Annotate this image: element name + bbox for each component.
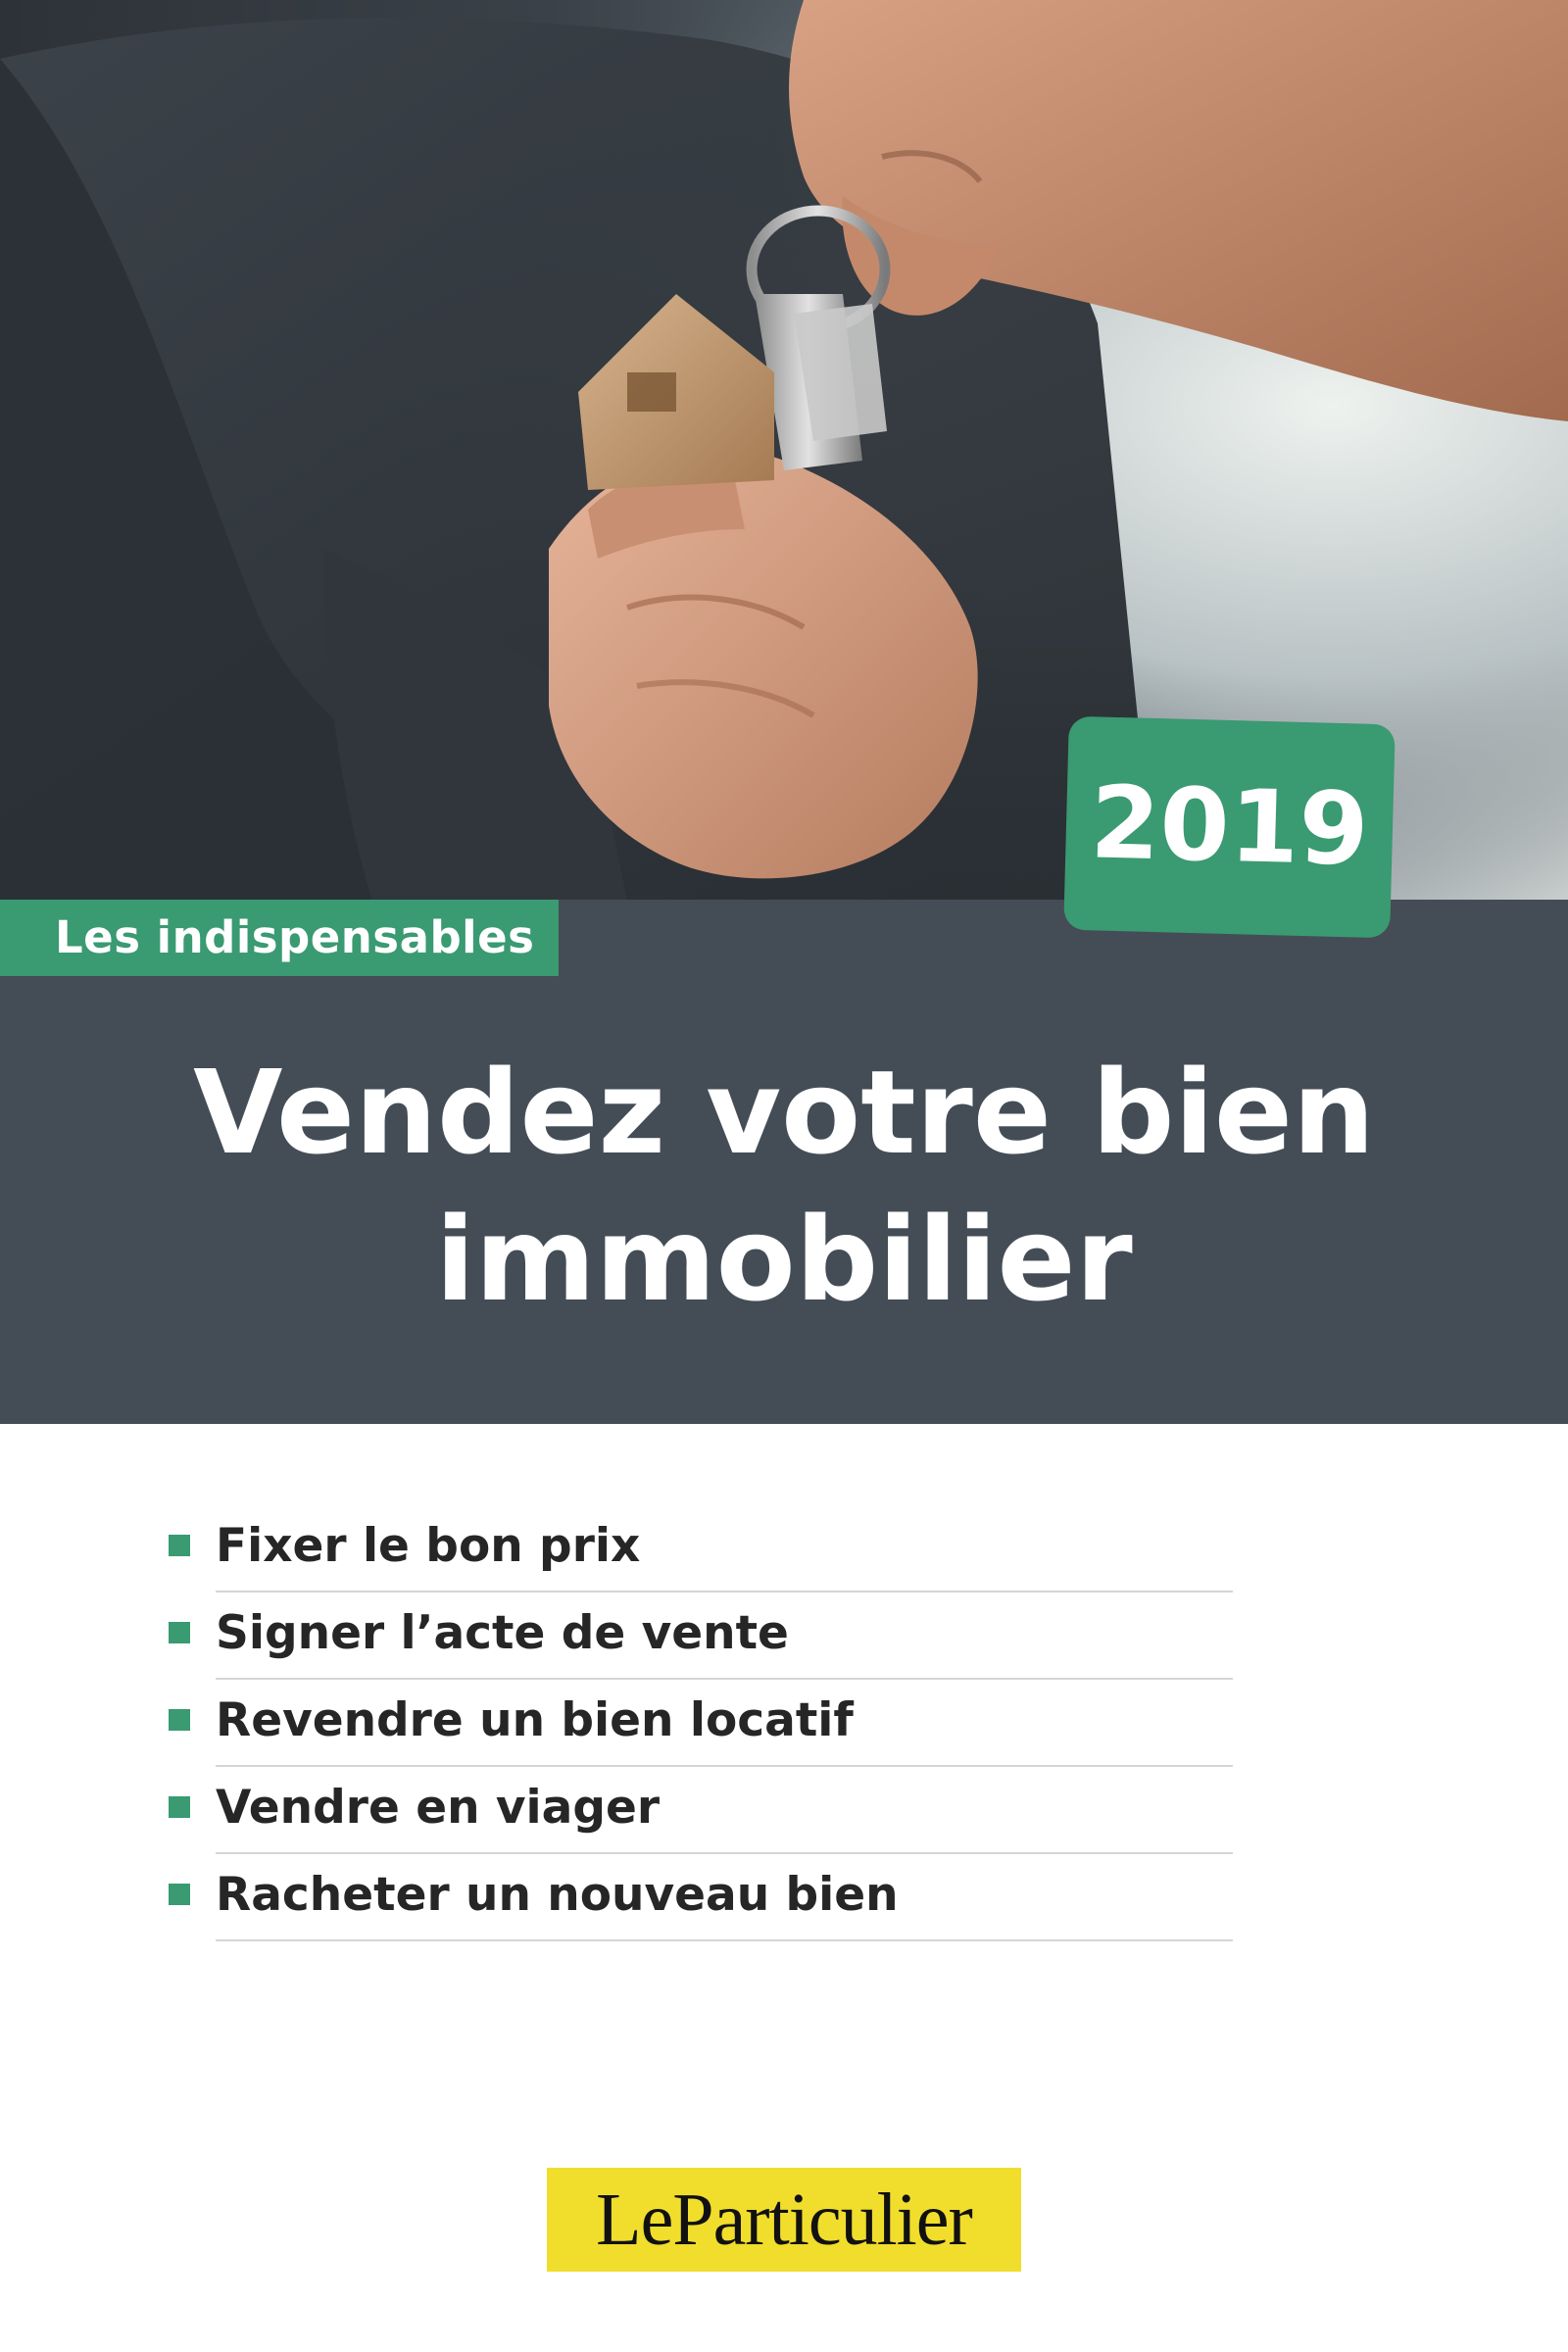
list-item bbox=[216, 1505, 1233, 1592]
topic-text: Signer l’acte de vente bbox=[216, 1606, 789, 1660]
book-title bbox=[0, 1039, 1568, 1333]
topics-list bbox=[169, 1505, 1233, 1941]
list-item bbox=[216, 1854, 1233, 1941]
list-item bbox=[216, 1767, 1233, 1854]
year-badge: 2019 bbox=[1063, 716, 1396, 939]
book-title-line-1: Vendez votre bien bbox=[193, 1045, 1375, 1180]
book-title-line-2: immobilier bbox=[435, 1192, 1133, 1327]
square-bullet-icon bbox=[169, 1796, 190, 1818]
list-item bbox=[216, 1592, 1233, 1680]
topic-text: Vendre en viager bbox=[216, 1781, 661, 1835]
square-bullet-icon bbox=[169, 1709, 190, 1731]
square-bullet-icon bbox=[169, 1622, 190, 1643]
topic-text: Racheter un nouveau bien bbox=[216, 1868, 899, 1922]
list-item bbox=[216, 1680, 1233, 1767]
square-bullet-icon bbox=[169, 1535, 190, 1556]
series-label: Les indispensables bbox=[0, 900, 559, 976]
publisher-logo: LeParticulier bbox=[547, 2168, 1021, 2272]
square-bullet-icon bbox=[169, 1884, 190, 1905]
topic-text: Fixer le bon prix bbox=[216, 1519, 641, 1573]
topic-text: Revendre un bien locatif bbox=[216, 1693, 854, 1747]
